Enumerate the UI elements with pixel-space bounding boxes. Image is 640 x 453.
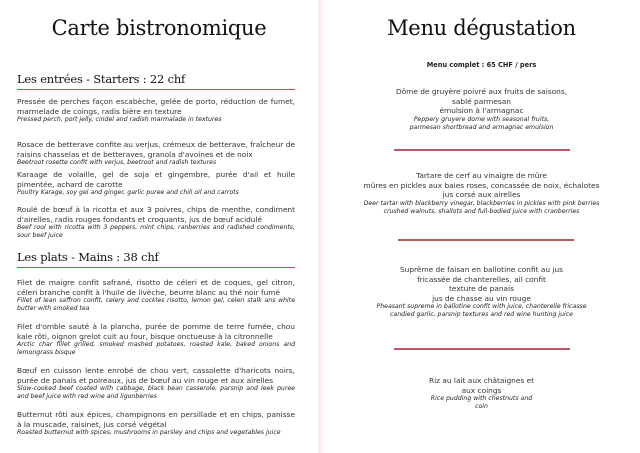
dish-name-en: Fillet of lean saffron confit, celery and cockles risotto, lemon gel, celeri stalk ans white butter with smoked tea bbox=[17, 297, 295, 313]
section-heading-starters: Les entrées - Starters : 22 chf bbox=[17, 72, 295, 90]
menu-item bbox=[17, 140, 295, 167]
dish-name-fr: Karaage de volaille, gel de soja et gingembre, purée d'ail et huile pimentée, achard de carotte bbox=[17, 170, 295, 189]
course-divider bbox=[398, 239, 574, 241]
dish-name-fr: Butternut rôti aux épices, champignons en persillade et en chips, panisse à la muscade, raisinet, jus corsé végétal bbox=[17, 410, 295, 429]
menu-price: Menu complet : 65 CHF / pers bbox=[426, 61, 537, 69]
page-title: Menu dégustation bbox=[387, 16, 576, 40]
course-item bbox=[323, 376, 640, 411]
course-item bbox=[323, 87, 640, 132]
dish-name-fr: Bœuf en cuisson lente enrobé de chou vert, cassolette d'haricots noirs, purée de panais et poireaux, jus de bœuf au vin rouge et aux airelles bbox=[17, 366, 295, 385]
page-title: Carte bistronomique bbox=[51, 16, 267, 40]
course-name-fr: Tartare de cerf au vinaigre de mûre mûres en pickles aux baies roses, concassée de noix, échalotes jus corsé aux airelles bbox=[363, 171, 600, 200]
menu-item bbox=[17, 366, 295, 401]
course-name-en: Deer tartar with blackberry vinegar, blackberries in pickles with pink berries crushed walnuts, shallots and full-bodied juice with cranberries bbox=[363, 199, 600, 215]
dish-name-en: Slow-cooked beef coated with cabbage, black bean casserole, parsnip and leek puree and beef juice with red wine and ligonberries bbox=[17, 385, 295, 401]
course-divider bbox=[394, 149, 570, 151]
course-name-fr: Suprême de faisan en ballotine confit au jus fricassée de chanterelles, ail confit texture de panais jus de chasse au vin rouge bbox=[399, 265, 564, 303]
dish-name-en: Beef rool with ricotta with 3 peppers, mint chips, ranberries and radished condiments, sour beef juice bbox=[17, 224, 295, 240]
course-item bbox=[323, 171, 640, 216]
dish-name-en: Poultry Karage, soy gel and ginger, garlic puree and chili oil and carrots bbox=[17, 189, 239, 197]
section-heading-mains: Les plats - Mains : 38 chf bbox=[17, 250, 295, 268]
dish-name-fr: Filet d'omble sauté à la plancha, purée de pomme de terre fumée, chou kale rôti, oignon grelot cuit au four, bisque onctueuse à la citronnelle bbox=[17, 322, 295, 341]
course-divider bbox=[394, 348, 570, 350]
dish-name-fr: Pressée de perches façon escabèche, gelée de porto, réduction de fumet, marmelade de coings, radis bière en texture bbox=[17, 97, 295, 116]
course-name-en: Peppery gruyere dome with seasonal fruits, parmesan shortbread and armagnac emulsion bbox=[409, 115, 554, 131]
menu-item bbox=[17, 97, 295, 124]
right-page-menu-degustation bbox=[323, 0, 640, 453]
menu-item bbox=[17, 205, 295, 240]
dish-name-en: Beetroot rosette confit with verjus, beetroot and radish textures bbox=[17, 159, 217, 167]
dish-name-fr: Rosace de betterave confite au verjus, crémeux de betterave, fraîcheur de raisins chasselas et de betteraves, granola d'avoines et de noix bbox=[17, 140, 295, 159]
left-page-carte-bistronomique bbox=[0, 0, 318, 453]
course-name-en: Rice pudding with chestnuts and coin bbox=[430, 395, 533, 411]
course-name-en: Pheasant supreme in ballotine confit with juice, chanterelle fricasse candied garlic, parsnip textures and red wine hunting juice bbox=[376, 303, 587, 319]
course-item bbox=[323, 265, 640, 319]
menu-item bbox=[17, 322, 295, 357]
menu-item bbox=[17, 170, 295, 197]
dish-name-en: Roasted butternut with spices, mushrooms in parsley and chips and vegetables juice bbox=[17, 429, 281, 437]
menu-item bbox=[17, 278, 295, 313]
dish-name-en: Arctic char fillet grilled, smoked mashed potatoes, roasted kale, baked onions and lemongrass bisque bbox=[17, 341, 295, 357]
menu-item bbox=[17, 410, 295, 437]
dish-name-en: Pressed perch, port jelly, cindel and radish marmalade in textures bbox=[17, 116, 222, 124]
dish-name-fr: Filet de maigre confit safrané, risotto de céleri et de coques, gel citron, céleri branche confit à l'huile de livèche, beurre blanc au thé noir fumé bbox=[17, 278, 295, 297]
course-name-fr: Riz au lait aux châtaignes et aux coings bbox=[428, 376, 535, 395]
dish-name-fr: Roulé de bœuf à la ricotta et aux 3 poivres, chips de menthe, condiment d'airelles, radis rouges fondants et croquants, jus de bœuf acidulé bbox=[17, 205, 295, 224]
course-name-fr: Dôme de gruyère poivré aux fruits de saisons, sablé parmesan émulsion à l'armagnac bbox=[395, 87, 568, 116]
